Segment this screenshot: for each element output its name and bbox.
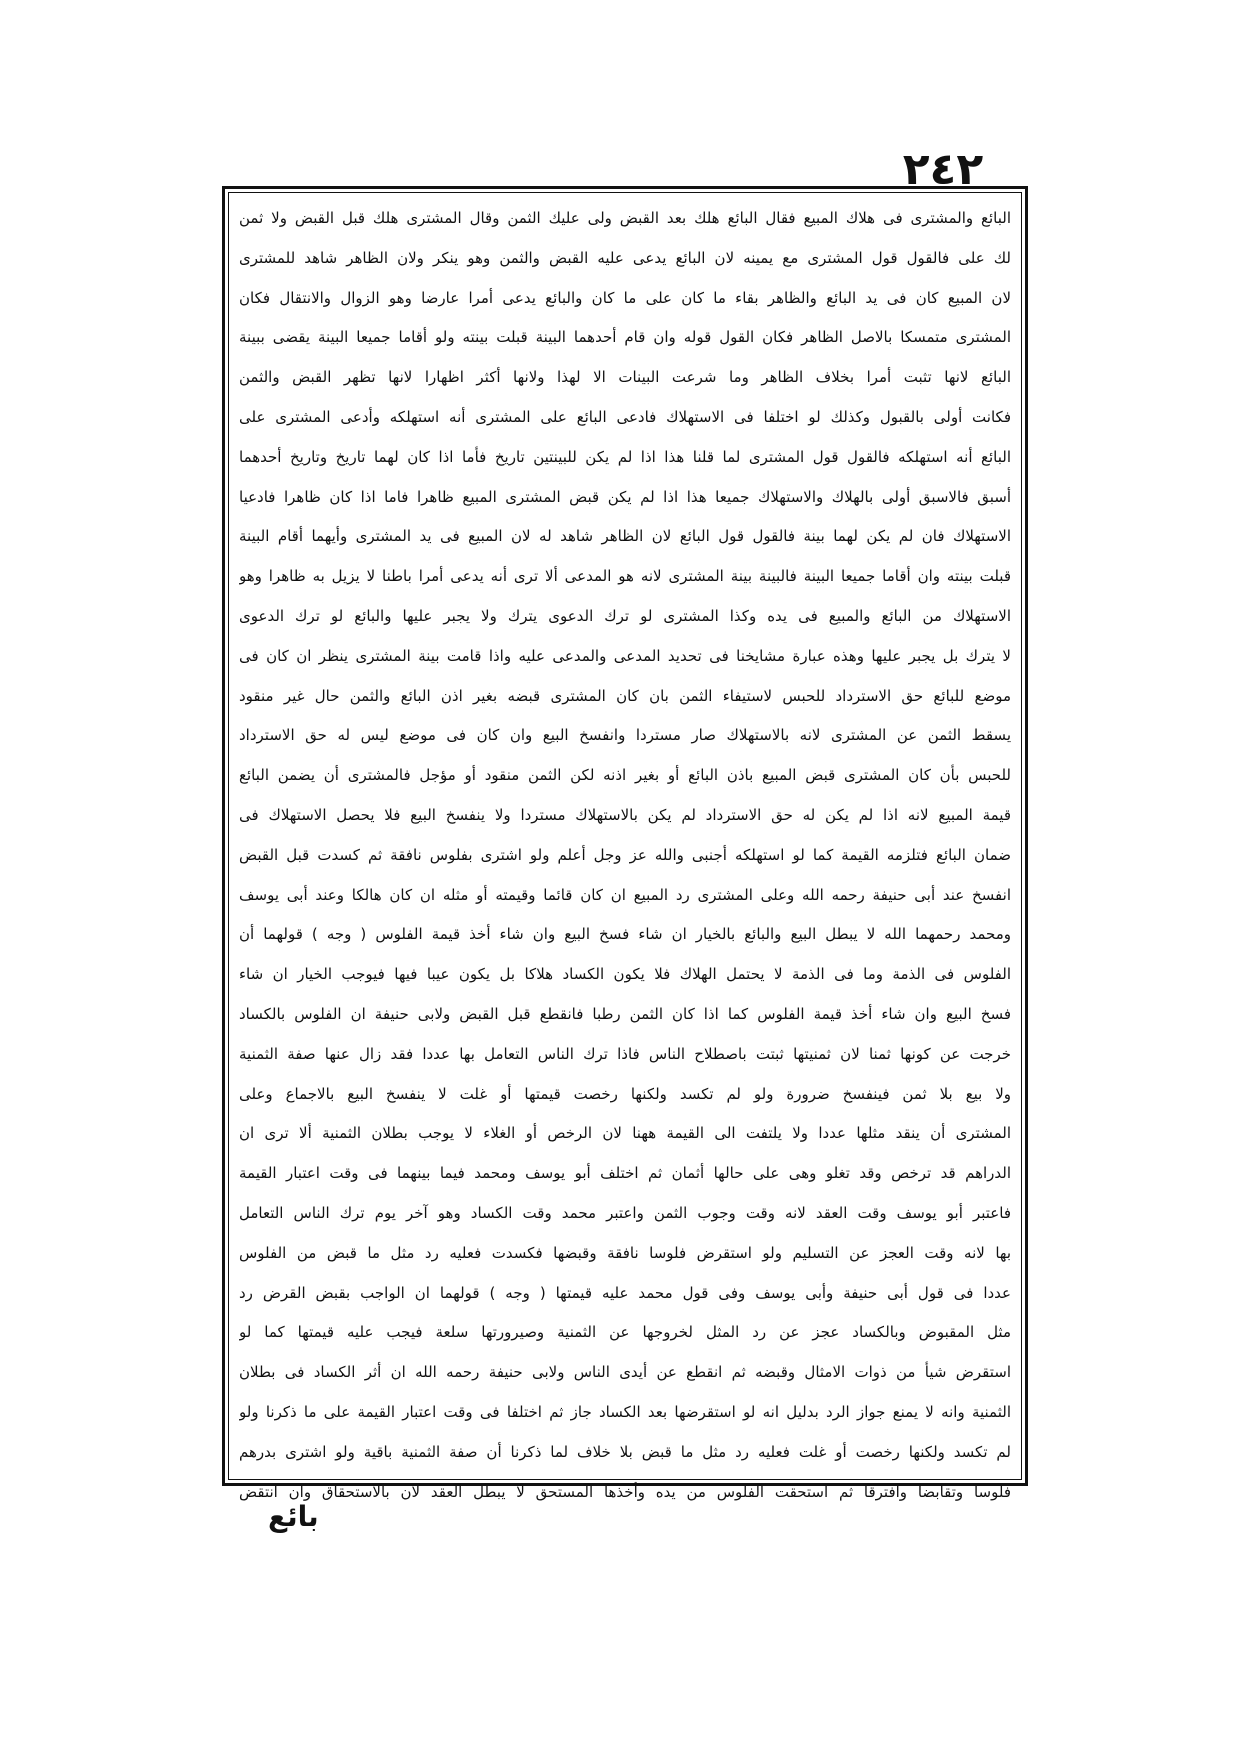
- text-line: الدراهم قد ترخص وقد تغلو وهى على حالها أثمان ثم اختلف أبو يوسف ومحمد فيما بينهما فى وقت اعتبار القيمة: [239, 1164, 1011, 1183]
- text-line: ومحمد رحمهما الله لا يبطل البيع والبائع بالخيار ان شاء فسخ البيع وان شاء أخذ قيمة الفلوس ( وجه ) قولهما أن: [239, 925, 1011, 944]
- text-line: عددا فى قول أبى حنيفة وأبى يوسف وفى قول محمد عليه قيمتها ( وجه ) قولهما ان الواجب بقبض القرض رد: [239, 1283, 1011, 1302]
- text-line: بها لانه وقت العجز عن التسليم ولو استقرض فلوسا نافقة وقبضها فكسدت فعليه رد مثل ما قبض من الفلوس: [239, 1243, 1011, 1262]
- text-line: لم تكسد ولكنها رخصت أو غلت فعليه رد مثل ما قبض بلا خلاف لما ذكرنا أن صفة الثمنية باقية ولو اشترى بدرهم: [239, 1442, 1011, 1461]
- text-line: ولا بيع بلا ثمن فينفسخ ضرورة ولو لم تكسد ولكنها رخصت قيمتها أو غلت لا ينفسخ البيع بالاجماع وعلى: [239, 1084, 1011, 1103]
- text-line: لا يترك بل يجبر عليها وهذه عبارة مشايخنا فى تحديد المدعى والمدعى عليه واذا قامت بينة المشترى ينظر ان كان فى: [239, 646, 1011, 665]
- text-line: الاستهلاك من البائع والمبيع فى يده وكذا المشترى لو ترك الدعوى يترك ولا يجبر عليها والبائع لو ترك الدعوى: [239, 606, 1011, 625]
- text-line: ضمان البائع فتلزمه القيمة كما لو استهلكه أجنبى والله عز وجل أعلم ولو اشترى بفلوس نافقة ثم كسدت قبل القبض: [239, 845, 1011, 864]
- text-line: استقرض شيأ من ذوات الامثال وقبضه ثم انقطع عن أيدى الناس ولابى حنيفة رحمه الله ان أثر الكساد فى بطلان: [239, 1363, 1011, 1382]
- text-line: قيمة المبيع لانه اذا لم يكن له حق الاسترداد لم يكن بالاستهلاك مستردا ولا ينفسخ البيع فلا يحصل الاستهلاك فى: [239, 805, 1011, 824]
- text-line: الاستهلاك فان لم يكن لهما بينة فالقول قول البائع لان الظاهر شاهد له لان المبيع فى يد المشترى وأيهما أقام البينة: [239, 527, 1011, 546]
- text-line: فكانت أولى بالقبول وكذلك لو اختلفا فى الاستهلاك فادعى البائع على المشترى أنه استهلكه وأدعى المشترى على: [239, 407, 1011, 426]
- text-line: موضع للبائع حق الاسترداد للحبس لاستيفاء الثمن بان كان المشترى قبضه بغير اذن البائع والثمن حال غير منقود: [239, 686, 1011, 705]
- catchword: بائع: [268, 1500, 319, 1533]
- text-line: للحبس بأن كان المشترى قبض المبيع باذن البائع أو بغير اذنه لكن الثمن منقود أو مؤجل فالمشترى أن يضمن البائع: [239, 766, 1011, 785]
- text-line: البائع أنه استهلكه فالقول قول المشترى لما قلنا هذا اذا لم يكن للبينتين تاريخ فأما اذا كان لهما تاريخ وتاريخ أحدهما: [239, 447, 1011, 466]
- main-text: [239, 199, 1011, 1501]
- text-line: لان المبيع كان فى يد البائع والظاهر بقاء ما كان على ما كان والبائع يدعى أمرا عارضا وهو الزوال والانتقال فكان: [239, 288, 1011, 307]
- text-line: قبلت بينته وان أقاما جميعا البينة فالبينة بينة المشترى لانه هو المدعى ألا ترى أنه يدعى أمرا باطنا لا يزيل به ظاهرا وهو: [239, 567, 1011, 586]
- text-line: فاعتبر أبو يوسف وقت العقد لانه وقت وجوب الثمن واعتبر محمد وقت الكساد وهو آخر يوم ترك الناس التعامل: [239, 1203, 1011, 1222]
- page-number: ٢٤٢: [902, 144, 984, 195]
- text-line: أسبق فالاسبق أولى بالهلاك والاستهلاك جميعا هذا اذا لم يكن قبض المشترى المبيع ظاهرا فاما اذا كان ظاهرا فادعيا: [239, 487, 1011, 506]
- text-line: خرجت عن كونها ثمنا لان ثمنيتها ثبتت باصطلاح الناس فاذا ترك الناس التعامل بها عددا فقد زال عنها صفة الثمنية: [239, 1044, 1011, 1063]
- text-line: الثمنية وانه لا يمنع جواز الرد بدليل انه لو استقرضها بعد الكساد جاز ثم اختلفا فى وقت اعتبار القيمة على ما ذكرنا ولو: [239, 1402, 1011, 1421]
- text-line: لك على فالقول قول المشترى مع يمينه لان البائع يدعى عليه القبض والثمن وهو ينكر ولان الظاهر شاهد للمشترى: [239, 248, 1011, 267]
- text-line: البائع لانها تثبت أمرا بخلاف الظاهر وما شرعت البينات الا لهذا ولانها أكثر اظهارا لانها تظهر القبض والثمن: [239, 368, 1011, 387]
- text-line: انفسخ عند أبى حنيفة رحمه الله وعلى المشترى رد المبيع ان كان قائما وقيمته أو مثله ان كان هالكا وعند أبى يوسف: [239, 885, 1011, 904]
- text-line: المشترى متمسكا بالاصل الظاهر فكان القول قوله وان قام أحدهما البينة قبلت بينته ولو أقاما جميعا البينة يقضى ببينة: [239, 328, 1011, 347]
- text-line: يسقط الثمن عن المشترى لانه بالاستهلاك صار مستردا وانفسخ البيع وان كان فى موضع ليس له حق الاسترداد: [239, 726, 1011, 745]
- text-frame: [222, 186, 1028, 1501]
- text-line: المشترى أن ينقد مثلها عددا ولا يلتفت الى القيمة ههنا لان الرخص أو الغلاء لا يوجب بطلان الثمنية ألا ترى ان: [239, 1124, 1011, 1143]
- text-line: فسخ البيع وان شاء أخذ قيمة الفلوس كما اذا كان الثمن رطبا فانقطع قبل القبض ولابى حنيفة ان الفلوس بالكساد: [239, 1004, 1011, 1023]
- text-line: الفلوس فى الذمة وما فى الذمة لا يحتمل الهلاك فلا يكون الكساد هلاكا بل يكون عيبا فيها فيوجب الخيار ان شاء: [239, 965, 1011, 984]
- text-line: فلوسا وتقابضا وافترقا ثم استحقت الفلوس من يده وأخذها المستحق لا يبطل العقد لان بالاستحقاق وان انتقض: [239, 1482, 1011, 1501]
- text-line: البائع والمشترى فى هلاك المبيع فقال البائع هلك بعد القبض ولى عليك الثمن وقال المشترى هلك قبل القبض ولا ثمن: [239, 209, 1011, 227]
- text-line: مثل المقبوض وبالكساد عجز عن رد المثل لخروجها عن الثمنية وصيرورتها سلعة فيجب عليه قيمتها كما لو: [239, 1323, 1011, 1342]
